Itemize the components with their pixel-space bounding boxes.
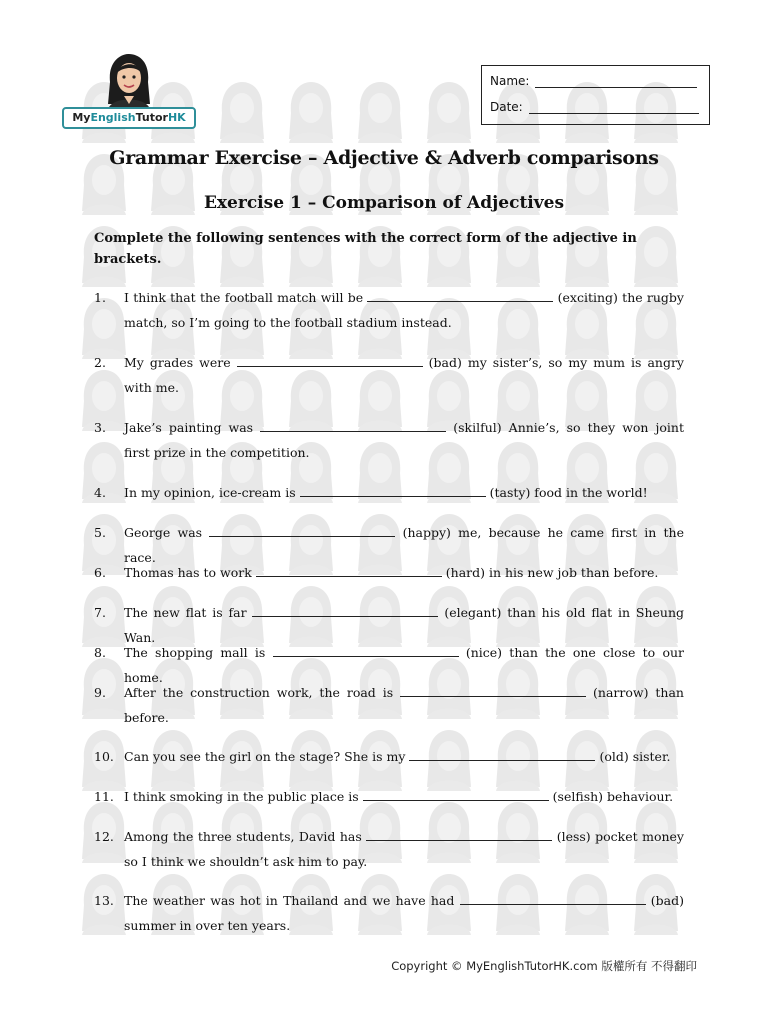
instructions: Complete the following sentences with the correct form of the adjective in brackets.	[94, 231, 637, 267]
question-item	[94, 350, 684, 400]
name-label: Name:	[490, 74, 530, 88]
question-number: 4.	[94, 485, 106, 500]
answer-blank[interactable]	[409, 748, 595, 761]
answer-blank[interactable]	[273, 644, 459, 657]
answer-blank[interactable]	[237, 354, 423, 367]
question-number: 1.	[94, 290, 106, 305]
exercise-title: Exercise 1 – Comparison of Adjectives	[203, 193, 565, 213]
question-text-before: Jake’s painting was	[124, 420, 254, 435]
question-number: 7.	[94, 605, 106, 620]
question-text-after: (exciting) the rugby match, so I’m going to the football stadium instead.	[124, 290, 684, 330]
date-field[interactable]	[529, 101, 699, 114]
answer-blank[interactable]	[367, 289, 553, 302]
answer-blank[interactable]	[400, 684, 586, 697]
question-text-before: Among the three students, David has	[124, 829, 362, 844]
question-text-after: (selfish) behaviour.	[552, 789, 674, 804]
question-number: 3.	[94, 420, 106, 435]
question-text-before: I think that the football match will be	[124, 290, 364, 305]
question-text-after: (bad) my sister’s, so my mum is angry with me.	[124, 355, 684, 395]
question-text-before: Thomas has to work	[124, 565, 252, 580]
answer-blank[interactable]	[460, 892, 646, 905]
answer-blank[interactable]	[256, 564, 442, 577]
brand-name: MyEnglishTutorHK	[62, 107, 196, 129]
question-number: 11.	[94, 789, 114, 804]
question-text-after: (less) pocket money so I think we shouldn’t ask him to pay.	[124, 829, 684, 869]
question-item	[94, 888, 684, 938]
question-text-after: (narrow) than before.	[124, 685, 684, 725]
question-text-after: (bad) summer in over ten years.	[124, 893, 684, 933]
answer-blank[interactable]	[260, 419, 446, 432]
question-item	[94, 824, 684, 874]
answer-blank[interactable]	[366, 828, 552, 841]
date-label: Date:	[490, 100, 523, 114]
page-title: Grammar Exercise – Adjective & Adverb comparisons	[109, 147, 659, 169]
question-number: 9.	[94, 685, 106, 700]
question-number: 5.	[94, 525, 106, 540]
question-text-before: The new flat is far	[124, 605, 247, 620]
question-item	[94, 744, 684, 769]
question-number: 13.	[94, 893, 114, 908]
question-number: 6.	[94, 565, 106, 580]
watermark-face-icon	[208, 75, 277, 147]
question-item	[94, 784, 684, 809]
name-field[interactable]	[535, 75, 697, 88]
question-text-before: The shopping mall is	[124, 645, 266, 660]
question-text-before: Can you see the girl on the stage? She is my	[124, 749, 406, 764]
question-text-after: (skilful) Annie’s, so they won joint first prize in the competition.	[124, 420, 684, 460]
question-text-after: (happy) me, because he came first in the race.	[124, 525, 684, 565]
question-number: 8.	[94, 645, 106, 660]
name-date-box	[481, 65, 710, 125]
question-text-after: (tasty) food in the world!	[489, 485, 648, 500]
question-text-before: The weather was hot in Thailand and we have had	[124, 893, 455, 908]
question-item	[94, 560, 684, 585]
name-row	[490, 74, 697, 88]
question-text-after: (hard) in his new job than before.	[445, 565, 659, 580]
brand-logo	[62, 52, 196, 130]
question-text-after: (nice) than the one close to our home.	[124, 645, 685, 685]
question-text-after: (old) sister.	[599, 749, 671, 764]
question-text-before: George was	[124, 525, 203, 540]
copyright-footer: Copyright © MyEnglishTutorHK.com 版權所有 不得翻印	[391, 959, 697, 973]
question-item	[94, 680, 684, 730]
question-text-after: (elegant) than his old flat in Sheung Wan.	[124, 605, 684, 645]
question-item	[94, 415, 684, 465]
question-text-before: After the construction work, the road is	[124, 685, 394, 700]
question-text-before: In my opinion, ice-cream is	[124, 485, 296, 500]
answer-blank[interactable]	[300, 484, 486, 497]
watermark-face-icon	[346, 75, 415, 147]
watermark-face-icon	[414, 75, 483, 147]
question-item	[94, 285, 684, 335]
answer-blank[interactable]	[209, 524, 395, 537]
answer-blank[interactable]	[252, 604, 438, 617]
question-text-before: My grades were	[124, 355, 231, 370]
question-text-before: I think smoking in the public place is	[124, 789, 359, 804]
question-item	[94, 480, 684, 505]
tutor-avatar-icon	[102, 52, 156, 110]
watermark-face-icon	[277, 75, 346, 147]
answer-blank[interactable]	[363, 788, 549, 801]
question-number: 12.	[94, 829, 114, 844]
question-number: 10.	[94, 749, 114, 764]
question-number: 2.	[94, 355, 106, 370]
date-row	[490, 100, 699, 114]
